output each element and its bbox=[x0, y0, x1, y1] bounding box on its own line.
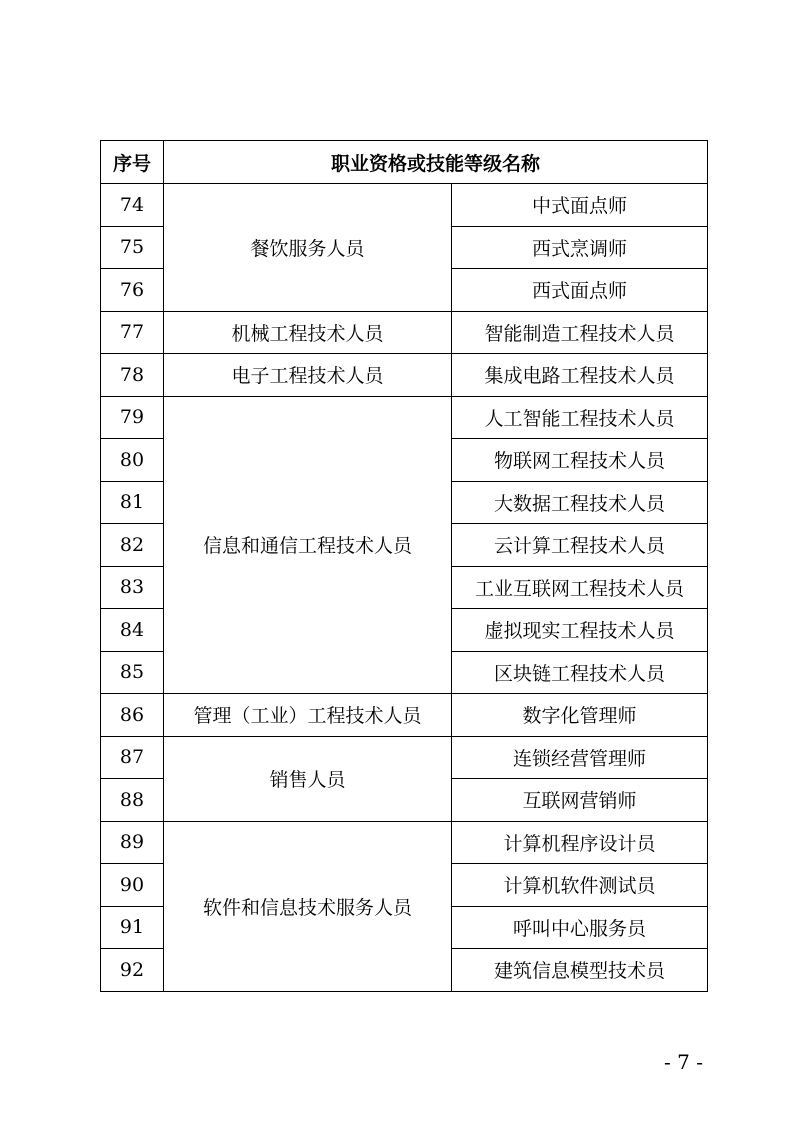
row-number: 84 bbox=[101, 609, 164, 652]
row-number: 85 bbox=[101, 651, 164, 694]
occupation-cell: 互联网营销师 bbox=[452, 779, 708, 822]
occupation-cell: 建筑信息模型技术员 bbox=[452, 949, 708, 992]
row-number: 75 bbox=[101, 226, 164, 269]
occupation-cell: 工业互联网工程技术人员 bbox=[452, 566, 708, 609]
occupation-cell: 连锁经营管理师 bbox=[452, 736, 708, 779]
row-number: 79 bbox=[101, 396, 164, 439]
row-number: 92 bbox=[101, 949, 164, 992]
header-name: 职业资格或技能等级名称 bbox=[164, 141, 708, 184]
table-header-row bbox=[101, 141, 708, 184]
row-number: 89 bbox=[101, 821, 164, 864]
category-cell: 管理（工业）工程技术人员 bbox=[164, 694, 452, 737]
qualification-table bbox=[100, 140, 708, 992]
row-number: 78 bbox=[101, 354, 164, 397]
table-row bbox=[101, 736, 708, 779]
header-num: 序号 bbox=[101, 141, 164, 184]
table-body bbox=[101, 184, 708, 992]
page-number: - 7 - bbox=[664, 1050, 703, 1074]
table-row bbox=[101, 311, 708, 354]
occupation-cell: 西式面点师 bbox=[452, 269, 708, 312]
row-number: 87 bbox=[101, 736, 164, 779]
category-cell: 软件和信息技术服务人员 bbox=[164, 821, 452, 991]
table-row bbox=[101, 184, 708, 227]
row-number: 91 bbox=[101, 906, 164, 949]
table-row bbox=[101, 354, 708, 397]
occupation-cell: 人工智能工程技术人员 bbox=[452, 396, 708, 439]
table-row bbox=[101, 821, 708, 864]
category-cell: 机械工程技术人员 bbox=[164, 311, 452, 354]
row-number: 83 bbox=[101, 566, 164, 609]
occupation-cell: 数字化管理师 bbox=[452, 694, 708, 737]
occupation-cell: 西式烹调师 bbox=[452, 226, 708, 269]
occupation-cell: 智能制造工程技术人员 bbox=[452, 311, 708, 354]
row-number: 80 bbox=[101, 439, 164, 482]
row-number: 90 bbox=[101, 864, 164, 907]
occupation-cell: 中式面点师 bbox=[452, 184, 708, 227]
table-row bbox=[101, 694, 708, 737]
category-cell: 销售人员 bbox=[164, 736, 452, 821]
category-cell: 餐饮服务人员 bbox=[164, 184, 452, 312]
occupation-cell: 区块链工程技术人员 bbox=[452, 651, 708, 694]
occupation-cell: 大数据工程技术人员 bbox=[452, 481, 708, 524]
table-row bbox=[101, 396, 708, 439]
occupation-cell: 计算机程序设计员 bbox=[452, 821, 708, 864]
occupation-cell: 物联网工程技术人员 bbox=[452, 439, 708, 482]
occupation-cell: 集成电路工程技术人员 bbox=[452, 354, 708, 397]
occupation-cell: 云计算工程技术人员 bbox=[452, 524, 708, 567]
category-cell: 电子工程技术人员 bbox=[164, 354, 452, 397]
occupation-cell: 呼叫中心服务员 bbox=[452, 906, 708, 949]
occupation-cell: 虚拟现实工程技术人员 bbox=[452, 609, 708, 652]
row-number: 81 bbox=[101, 481, 164, 524]
row-number: 88 bbox=[101, 779, 164, 822]
row-number: 76 bbox=[101, 269, 164, 312]
row-number: 74 bbox=[101, 184, 164, 227]
row-number: 82 bbox=[101, 524, 164, 567]
row-number: 86 bbox=[101, 694, 164, 737]
occupation-cell: 计算机软件测试员 bbox=[452, 864, 708, 907]
category-cell: 信息和通信工程技术人员 bbox=[164, 396, 452, 694]
row-number: 77 bbox=[101, 311, 164, 354]
